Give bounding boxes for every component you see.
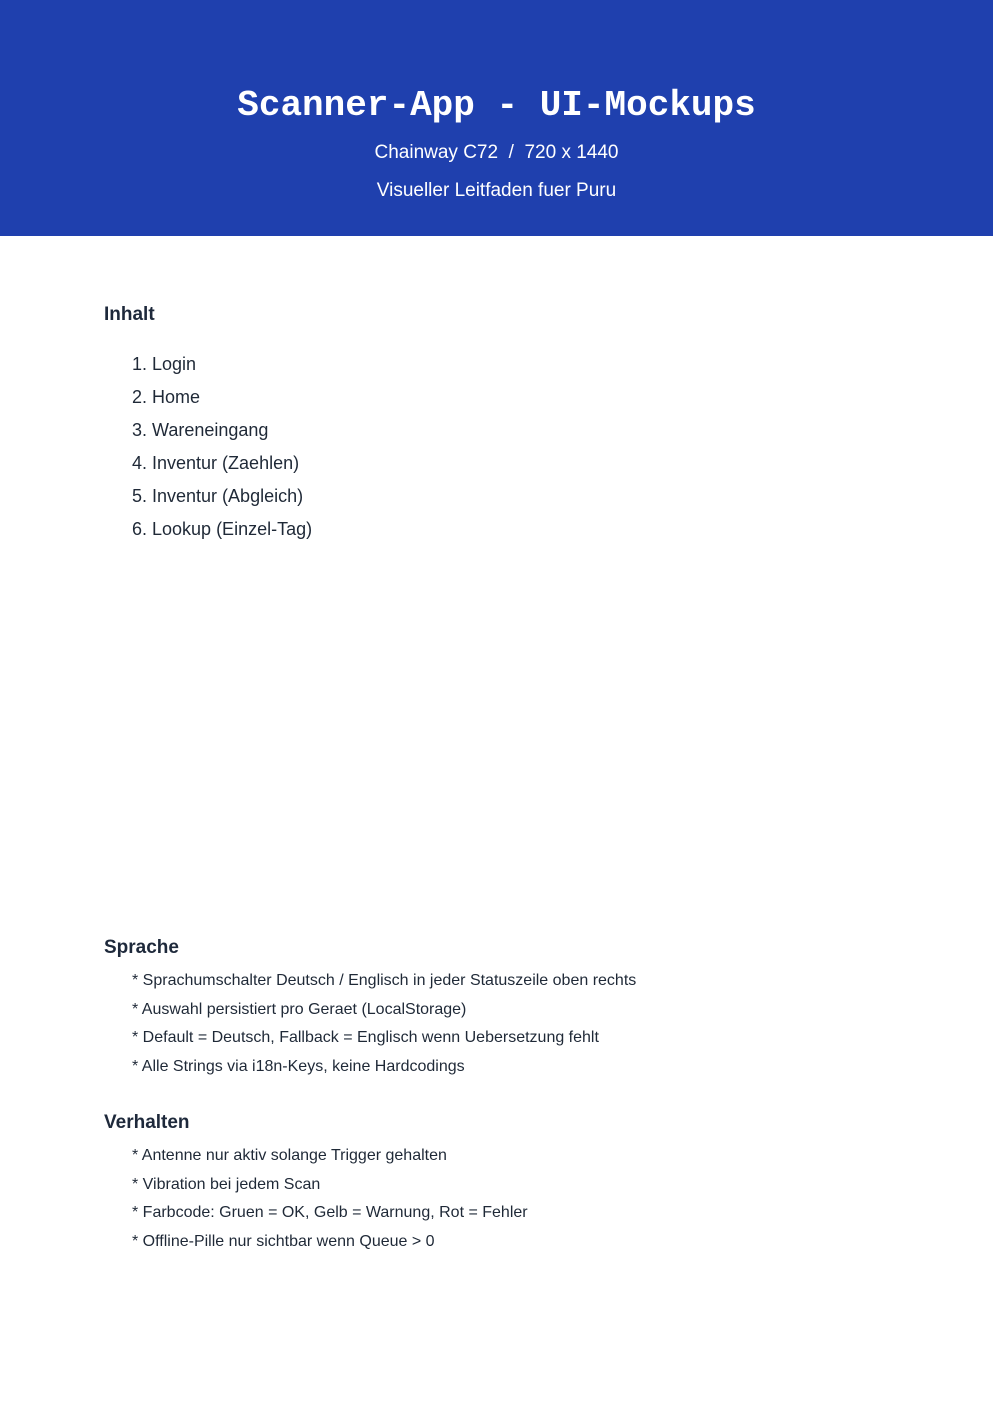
header-banner [0,0,993,236]
page-title: Scanner-App - UI-Mockups [237,85,756,126]
toc-item-home: 2. Home [132,387,201,407]
toc-heading: Inhalt [104,304,155,325]
toc-item-lookup: 6. Lookup (Einzel-Tag) [132,519,313,539]
toc-item-wareneingang: 3. Wareneingang [132,420,269,440]
verhalten-heading: Verhalten [104,1112,190,1133]
list-item: * Farbcode: Gruen = OK, Gelb = Warnung, Rot = Fehler [132,1204,528,1221]
toc-item-login: 1. Login [132,354,197,374]
toc-list [132,348,312,546]
device-subtitle: Chainway C72 / 720 x 1440 [374,142,619,163]
list-item: * Vibration bei jedem Scan [132,1175,321,1193]
list-item: * Antenne nur aktiv solange Trigger gehalten [132,1147,447,1164]
toc-item-inventur-zaehlen: 4. Inventur (Zaehlen) [132,453,300,473]
toc-item-inventur-abgleich: 5. Inventur (Abgleich) [132,486,304,506]
sprache-heading: Sprache [104,937,179,958]
guide-description: Visueller Leitfaden fuer Puru [376,180,617,201]
verhalten-list [132,1142,528,1256]
list-item: * Alle Strings via i18n-Keys, keine Hardcodings [132,1057,465,1075]
list-item: * Default = Deutsch, Fallback = Englisch wenn Uebersetzung fehlt [132,1029,599,1046]
list-item: * Offline-Pille nur sichtbar wenn Queue > 0 [132,1232,435,1250]
list-item: * Sprachumschalter Deutsch / Englisch in jeder Statuszeile oben rechts [132,972,637,989]
list-item: * Auswahl persistiert pro Geraet (LocalStorage) [132,1000,467,1018]
sprache-list [132,967,636,1081]
